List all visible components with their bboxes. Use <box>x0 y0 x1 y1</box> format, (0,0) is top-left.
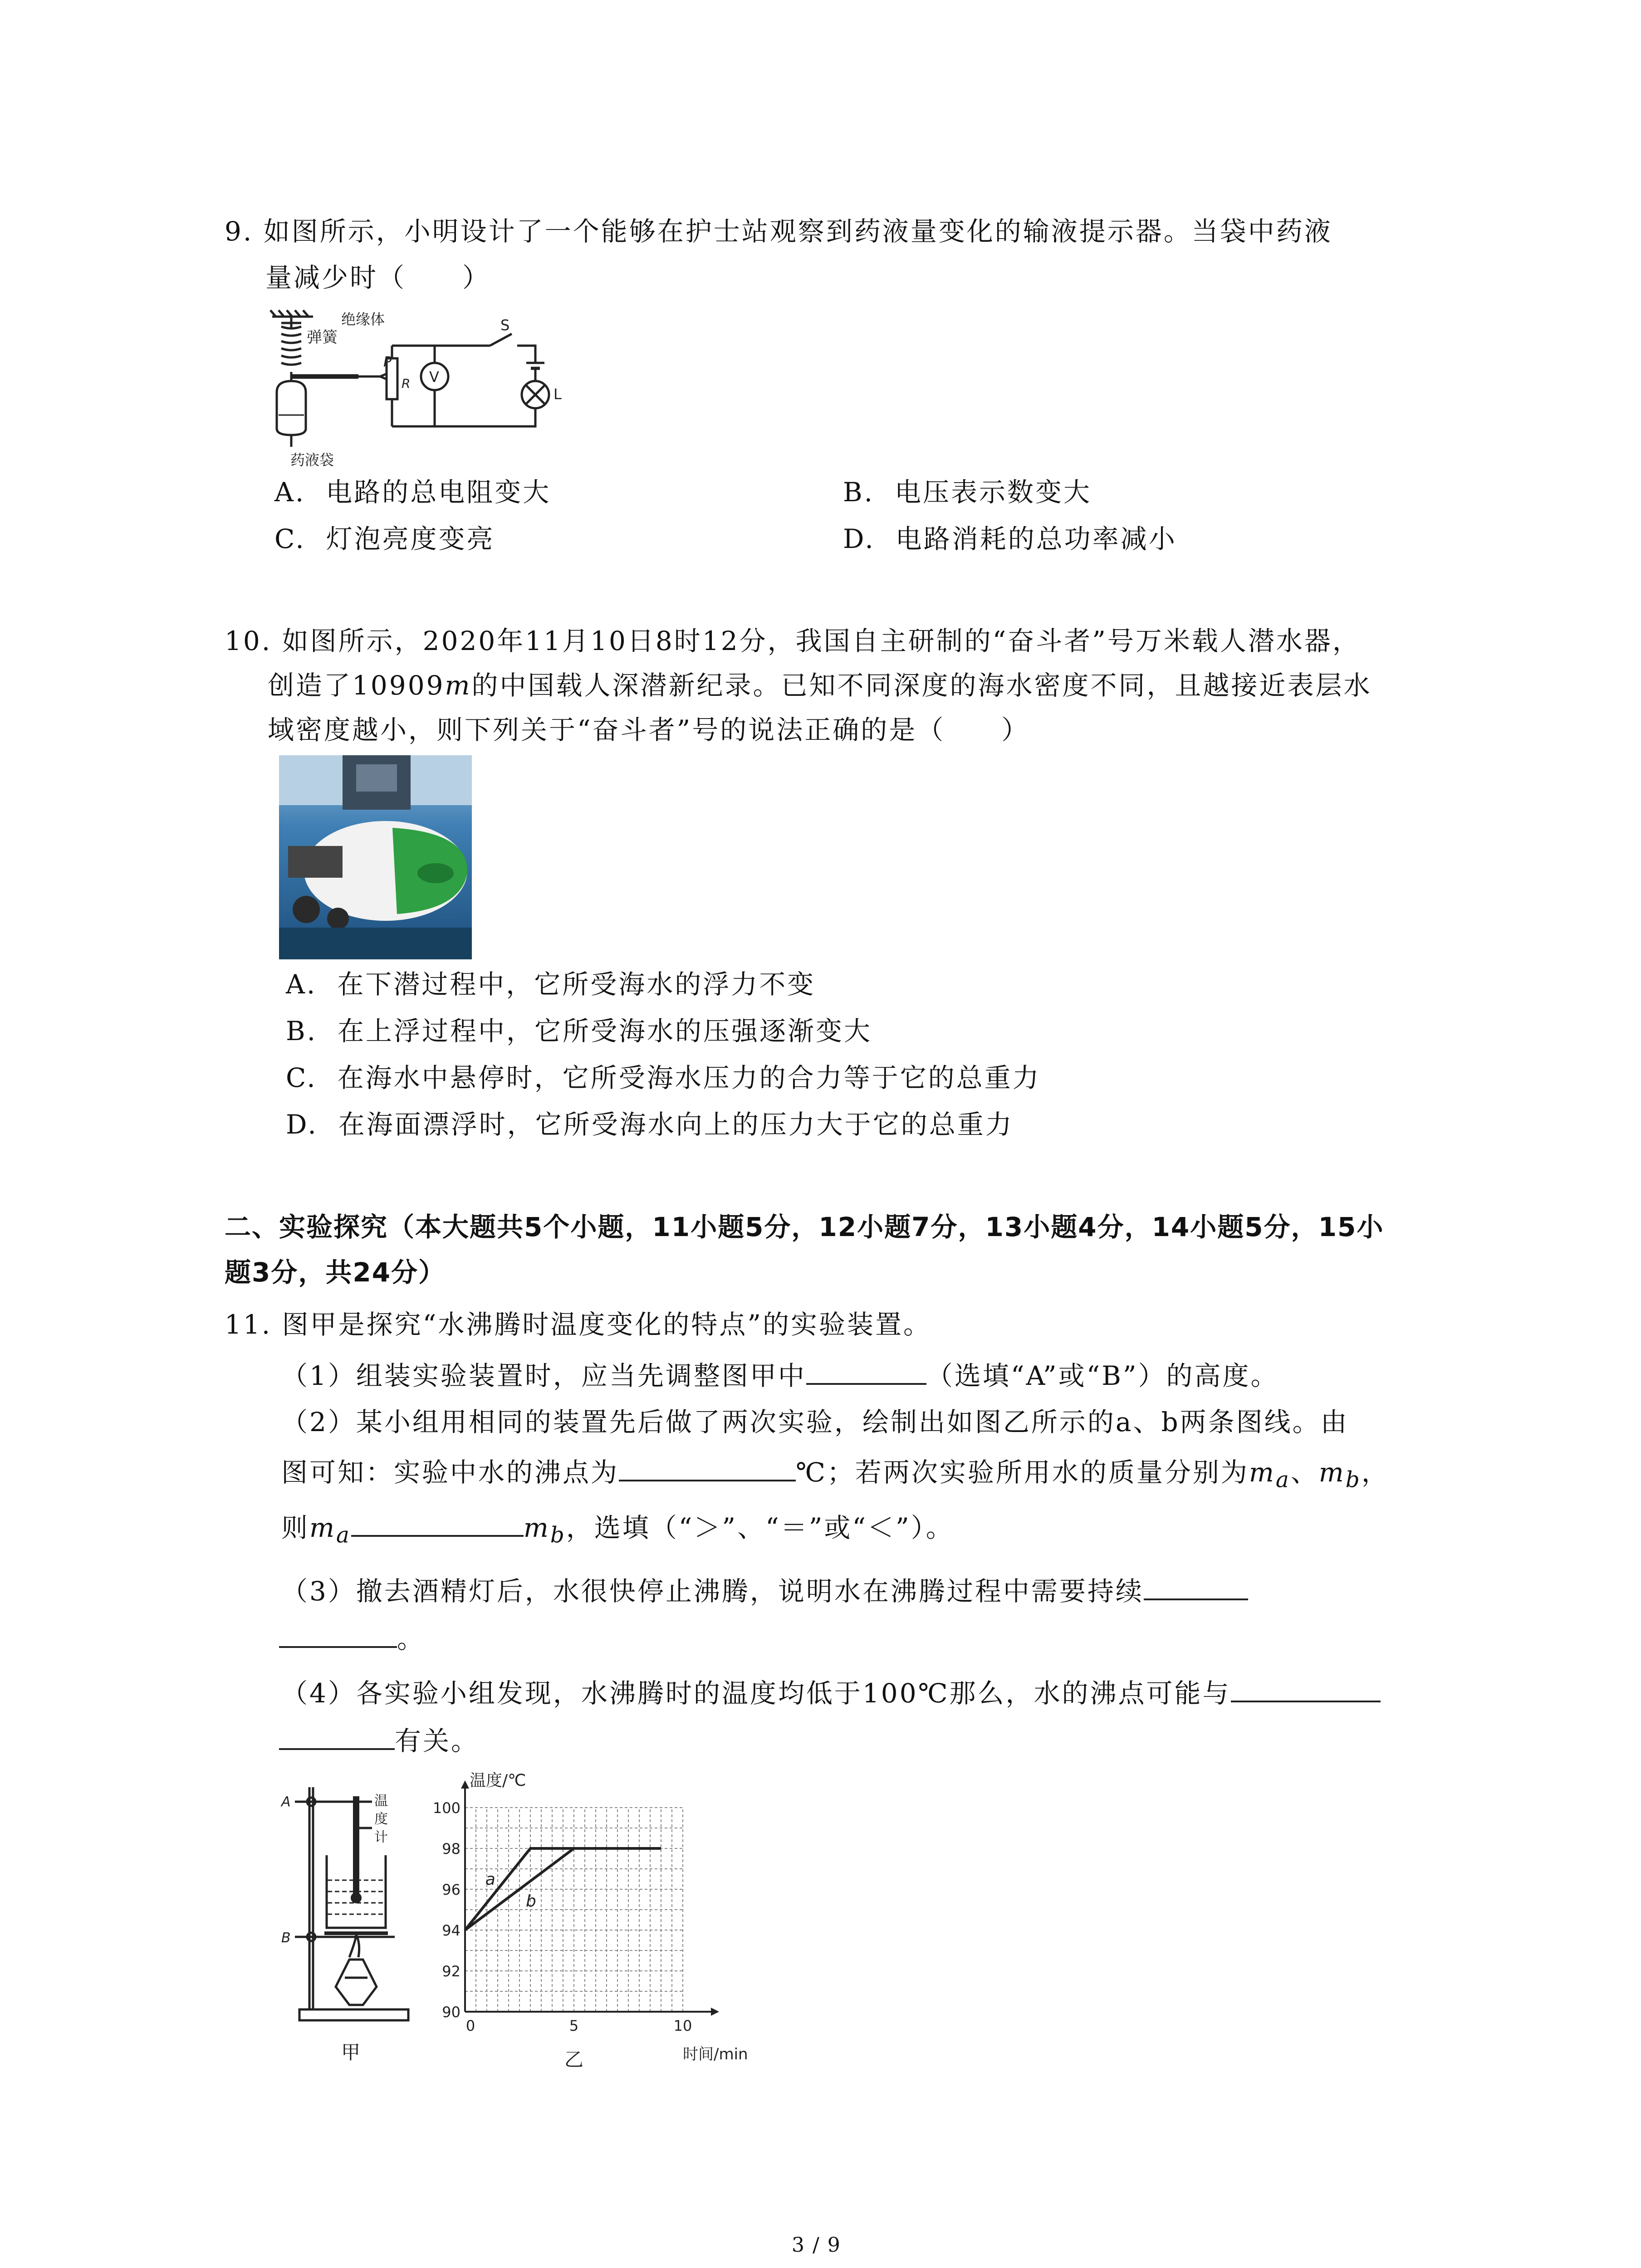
x-axis-arrow <box>711 2008 719 2016</box>
clamp-a-label: A <box>281 1794 291 1810</box>
series-label-b: b <box>526 1892 536 1911</box>
answer-blank-2[interactable] <box>619 1455 796 1481</box>
q10-line-1: 10. 如图所示，2020年11月10日8时12分，我国自主研制的“奋斗者”号万米载人潜水器， <box>225 626 1361 656</box>
slider-label: P <box>383 354 392 370</box>
section-heading-line-1: 二、实验探究（本大题共5个小题，11小题5分，12小题7分，13小题4分，14小题5分，15小 <box>225 1212 1384 1242</box>
y-tick-label: 100 <box>432 1799 460 1817</box>
answer-blank-4a[interactable] <box>1144 1574 1248 1600</box>
y-tick-label: 98 <box>442 1840 460 1857</box>
insulator-label: 绝缘体 <box>341 311 385 328</box>
apparatus-figure-jia <box>281 1778 426 2068</box>
answer-blank-5b[interactable] <box>279 1724 395 1750</box>
answer-blank-5a[interactable] <box>1231 1676 1381 1702</box>
y-tick-label: 92 <box>442 1963 460 1980</box>
x-tick-label: 10 <box>673 2017 692 2034</box>
temperature-time-chart <box>432 1760 753 2071</box>
q11-part-3-line-2: 。 <box>279 1622 425 1655</box>
lamp-label: L <box>554 386 562 403</box>
q11-part-2-line-3: 则$m_a$ $m_b$，选填（“＞”、“＝”或“＜”）。 <box>281 1510 954 1551</box>
y-tick-label: 90 <box>442 2004 460 2021</box>
submersible-photo <box>279 755 472 959</box>
spring-label: 弹簧 <box>307 328 338 347</box>
page-number: 3 / 9 <box>792 2234 841 2257</box>
q10-line-2: 创造了10909m的中国载人深潜新纪录。已知不同深度的海水密度不同，且越接近表层水 <box>268 670 1372 701</box>
q9-option-b: B. 电压表示数变大 <box>843 477 1092 508</box>
q11-part-4-line-1: （4）各实验小组发现，水沸腾时的温度均低于100℃那么，水的沸点可能与 <box>281 1676 1381 1709</box>
x-tick-label: 0 <box>465 2017 475 2034</box>
q11-part-3-line-1: （3）撤去酒精灯后，水很快停止沸腾，说明水在沸腾过程中需要持续 <box>281 1574 1248 1607</box>
q10-option-b: B. 在上浮过程中，它所受海水的压强逐渐变大 <box>286 1016 872 1046</box>
q11-part-2-line-1: （2）某小组用相同的装置先后做了两次实验，绘制出如图乙所示的a、b两条图线。由 <box>281 1407 1349 1437</box>
series-label-a: a <box>485 1870 495 1889</box>
thermometer-label-2: 度 <box>374 1811 388 1827</box>
q11-part-4-line-2: 有关。 <box>279 1724 479 1757</box>
q9-option-d: D. 电路消耗的总功率减小 <box>843 523 1177 554</box>
q11-part-1: （1）组装实验装置时，应当先调整图甲中 （选填“A”或“B”）的高度。 <box>281 1359 1279 1392</box>
q9-option-a: A. 电路的总电阻变大 <box>274 477 551 508</box>
q9-circuit-figure <box>263 308 581 472</box>
q10-option-d: D. 在海面漂浮时，它所受海水向上的压力大于它的总重力 <box>286 1109 1014 1140</box>
thermometer-label-1: 温 <box>374 1793 388 1809</box>
figure-jia-caption: 甲 <box>341 2041 362 2063</box>
x-axis-label: 时间/min <box>683 2045 748 2063</box>
q9-line-2: 量减少时（ ） <box>265 262 491 293</box>
answer-blank-4b[interactable] <box>279 1622 397 1648</box>
resistor-label: R <box>402 376 411 391</box>
figure-yi-caption: 乙 <box>564 2048 584 2071</box>
y-tick-label: 94 <box>442 1922 460 1939</box>
answer-blank-3[interactable] <box>351 1510 524 1537</box>
q10-line-3: 域密度越小，则下列关于“奋斗者”号的说法正确的是（ ） <box>268 714 1030 745</box>
y-tick-label: 96 <box>442 1881 460 1898</box>
voltmeter-label: V <box>429 368 439 386</box>
thermometer-label-3: 计 <box>374 1829 388 1845</box>
y-axis-label: 温度/℃ <box>470 1771 526 1790</box>
section-heading-line-2: 题3分，共24分） <box>225 1257 446 1288</box>
q10-option-c: C. 在海水中悬停时，它所受海水压力的合力等于它的总重力 <box>286 1062 1041 1093</box>
clamp-b-label: B <box>281 1930 291 1946</box>
switch-label: S <box>500 317 510 334</box>
q11-stem: 11. 图甲是探究“水沸腾时温度变化的特点”的实验装置。 <box>225 1309 931 1340</box>
q9-line-1: 9. 如图所示，小明设计了一个能够在护士站观察到药液量变化的输液提示器。当袋中药液 <box>225 216 1332 247</box>
x-tick-label: 5 <box>569 2017 579 2034</box>
q9-option-c: C. 灯泡亮度变亮 <box>274 523 495 554</box>
bag-label: 药液袋 <box>290 451 334 469</box>
q10-option-a: A. 在下潜过程中，它所受海水的浮力不变 <box>286 969 816 1000</box>
q11-part-2-line-2: 图可知：实验中水的沸点为 ℃；若两次实验所用水的质量分别为$m_a$、$m_b$， <box>281 1455 1390 1496</box>
y-axis-arrow <box>461 1780 469 1789</box>
answer-blank-1[interactable] <box>806 1359 926 1385</box>
